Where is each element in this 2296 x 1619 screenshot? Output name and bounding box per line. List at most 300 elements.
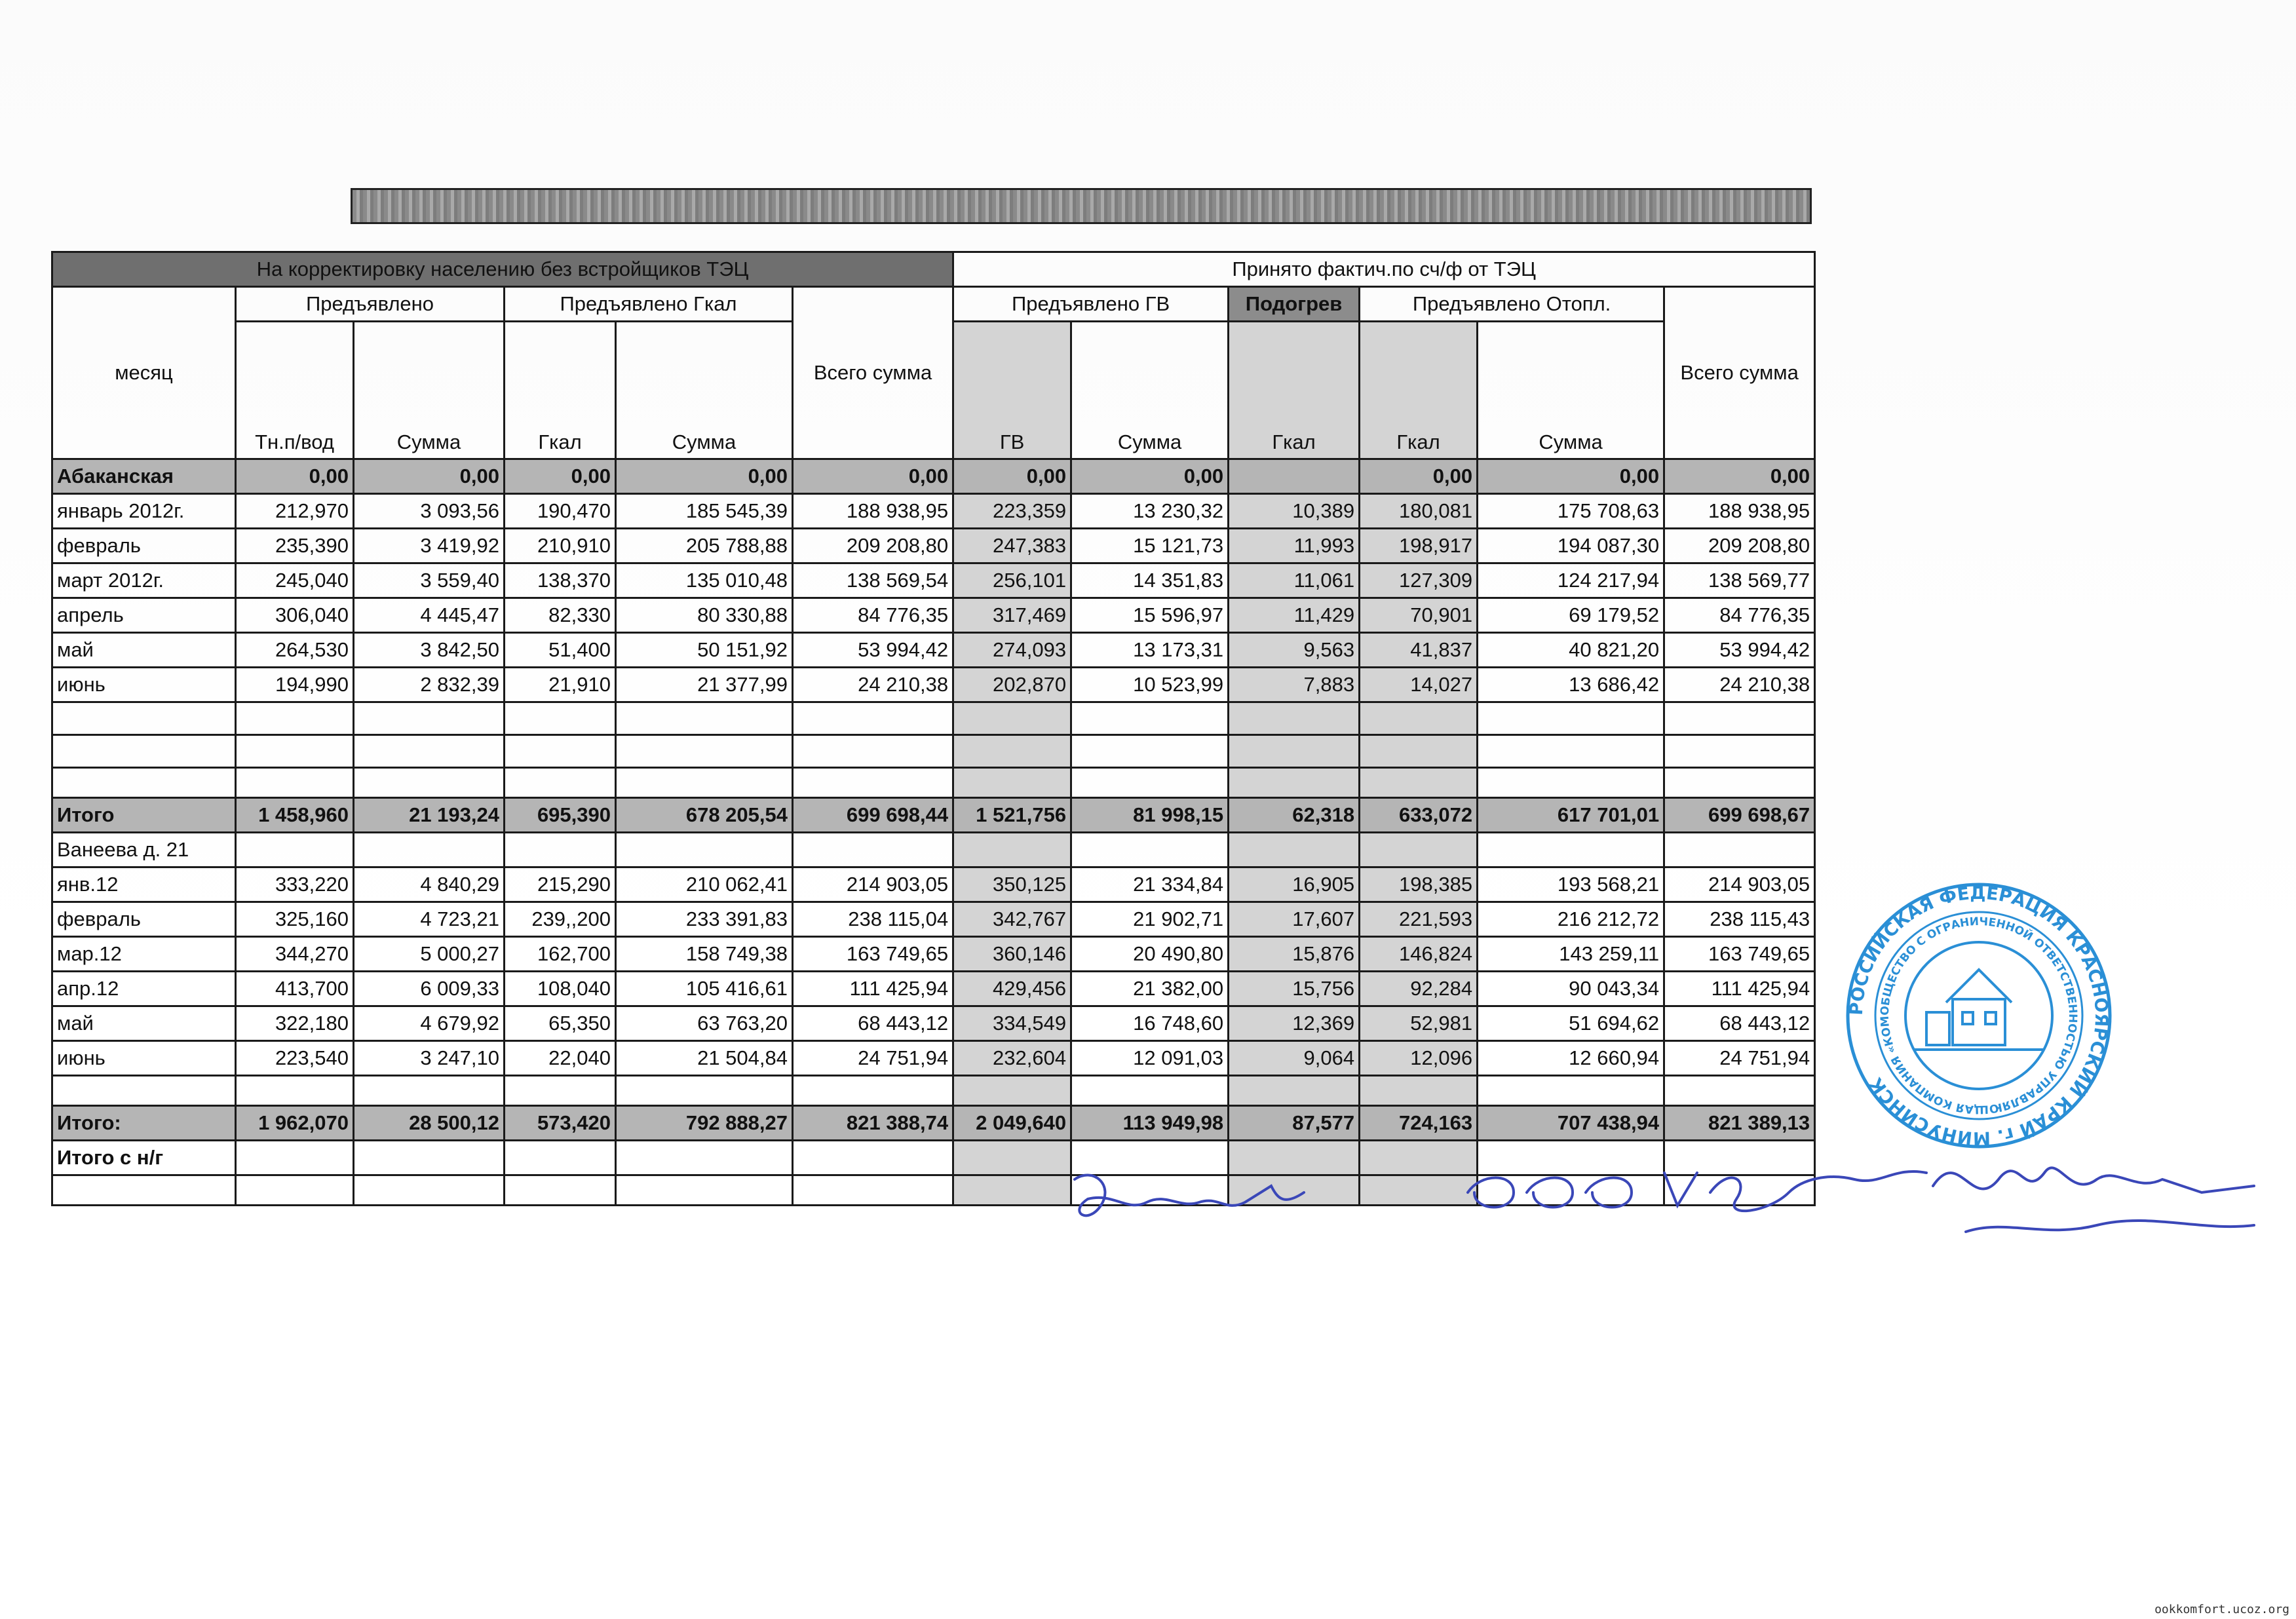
empty-cell	[1664, 735, 1815, 768]
empty-cell	[1664, 833, 1815, 867]
cell-sum3: 16 748,60	[1071, 1006, 1229, 1041]
empty-cell	[52, 702, 236, 735]
cell-month: май	[52, 633, 236, 668]
cell-total: 0,00	[793, 459, 953, 494]
cell-sum3: 21 902,71	[1071, 902, 1229, 937]
cell-tnpvod: 322,180	[236, 1006, 354, 1041]
signature-stroke-3	[1664, 1171, 1926, 1211]
cell-gcal2: 7,883	[1229, 668, 1360, 702]
stamp-inner-text: ОБЩЕСТВО С ОГРАНИЧЕННОЙ ОТВЕТСТВЕННОСТЬЮ УПРАВЛЯЮЩАЯ КОМПАНИЯ «КОМ	[1878, 915, 2080, 1116]
empty-cell	[236, 1076, 354, 1106]
empty-cell	[354, 1141, 505, 1175]
cell-gv: 342,767	[953, 902, 1071, 937]
cell-gcal1: 210,910	[505, 529, 616, 563]
empty-cell	[236, 1175, 354, 1206]
empty-cell	[52, 768, 236, 798]
cell-tnpvod: 325,160	[236, 902, 354, 937]
cell-sum1: 4 445,47	[354, 598, 505, 633]
stamp-outer-text: РОССИЙСКАЯ ФЕДЕРАЦИЯ КРАСНОЯРСКИЙ КРАЙ г. МИНУСИНСК	[1846, 883, 2112, 1149]
cell-sum1: 3 419,92	[354, 529, 505, 563]
empty-cell	[354, 768, 505, 798]
cell-sum1: 4 679,92	[354, 1006, 505, 1041]
empty-cell	[354, 833, 505, 867]
cell-month: апр.12	[52, 972, 236, 1006]
empty-cell	[1071, 702, 1229, 735]
cell-gcal2: 12,369	[1229, 1006, 1360, 1041]
cell-gcal3: 221,593	[1360, 902, 1478, 937]
cell-sum1: 4 723,21	[354, 902, 505, 937]
cell-gcal1: 21,910	[505, 668, 616, 702]
cell-sum2: 50 151,92	[616, 633, 793, 668]
cell-gcal2: 9,563	[1229, 633, 1360, 668]
cell-sum1: 3 559,40	[354, 563, 505, 598]
cell-sum4: 143 259,11	[1478, 937, 1664, 972]
empty-cell	[1664, 702, 1815, 735]
empty-cell	[354, 1076, 505, 1106]
header-row-1	[52, 287, 1815, 322]
cell-month: май	[52, 1006, 236, 1041]
empty-cell	[953, 1141, 1071, 1175]
empty-cell	[1071, 1076, 1229, 1106]
cell-sum2: 63 763,20	[616, 1006, 793, 1041]
sum-header-4: Сумма	[1478, 322, 1664, 459]
empty-cell	[793, 702, 953, 735]
empty-cell	[505, 768, 616, 798]
cell-sum3: 13 230,32	[1071, 494, 1229, 529]
cell-tnpvod: 0,00	[236, 459, 354, 494]
cell-gcal3: 127,309	[1360, 563, 1478, 598]
empty-cell	[1360, 833, 1478, 867]
cell-gcal2: 15,876	[1229, 937, 1360, 972]
empty-cell	[953, 768, 1071, 798]
cell-sum2: 185 545,39	[616, 494, 793, 529]
cell-total: 699 698,44	[793, 798, 953, 833]
empty-cell	[52, 1076, 236, 1106]
cell-sum3: 21 382,00	[1071, 972, 1229, 1006]
cell-gcal1: 22,040	[505, 1041, 616, 1076]
cell-sum2: 205 788,88	[616, 529, 793, 563]
cell-sum3: 81 998,15	[1071, 798, 1229, 833]
cell-sum3: 12 091,03	[1071, 1041, 1229, 1076]
cell-month: февраль	[52, 902, 236, 937]
cell-tnpvod: 264,530	[236, 633, 354, 668]
total-sum-right-header: Всего сумма	[1664, 287, 1815, 459]
cell-month: март 2012г.	[52, 563, 236, 598]
cell-total-right: 209 208,80	[1664, 529, 1815, 563]
cell-total: 24 751,94	[793, 1041, 953, 1076]
empty-cell	[793, 1141, 953, 1175]
cell-sum3: 15 121,73	[1071, 529, 1229, 563]
cell-gcal3: 146,824	[1360, 937, 1478, 972]
cell-sum2: 0,00	[616, 459, 793, 494]
cell-sum2: 80 330,88	[616, 598, 793, 633]
cell-gcal1: 239,,200	[505, 902, 616, 937]
cell-sum4: 193 568,21	[1478, 867, 1664, 902]
cell-sum4: 12 660,94	[1478, 1041, 1664, 1076]
empty-cell	[505, 735, 616, 768]
empty-cell	[793, 1175, 953, 1206]
cell-total: 111 425,94	[793, 972, 953, 1006]
header-band	[351, 188, 1812, 224]
cell-sum1: 3 247,10	[354, 1041, 505, 1076]
cell-sum4: 69 179,52	[1478, 598, 1664, 633]
cell-gcal2: 11,429	[1229, 598, 1360, 633]
cell-sum4: 124 217,94	[1478, 563, 1664, 598]
empty-cell	[793, 735, 953, 768]
abakan-row	[52, 459, 1815, 494]
cell-total: 53 994,42	[793, 633, 953, 668]
cell-gv: 429,456	[953, 972, 1071, 1006]
cell-total: 821 388,74	[793, 1106, 953, 1141]
table-row	[52, 937, 1815, 972]
cell-gcal1: 82,330	[505, 598, 616, 633]
cell-sum1: 0,00	[354, 459, 505, 494]
cell-total-right: 0,00	[1664, 459, 1815, 494]
signature-stroke-2	[1468, 1178, 1632, 1208]
cell-total-right: 138 569,77	[1664, 563, 1815, 598]
empty-cell	[354, 1175, 505, 1206]
gcal-header-3: Гкал	[1360, 322, 1478, 459]
address-label: Ванеева д. 21	[52, 833, 236, 867]
left-section-title: На корректировку населению без встройщиков ТЭЦ	[52, 252, 953, 287]
cell-month: июнь	[52, 668, 236, 702]
cell-sum3: 15 596,97	[1071, 598, 1229, 633]
empty-cell	[793, 1076, 953, 1106]
cell-sum2: 158 749,38	[616, 937, 793, 972]
table-row	[52, 867, 1815, 902]
signature-stroke-5	[1966, 1221, 2254, 1232]
table-row	[52, 633, 1815, 668]
cell-sum4: 90 043,34	[1478, 972, 1664, 1006]
cell-gcal2: 11,061	[1229, 563, 1360, 598]
cell-gv: 2 049,640	[953, 1106, 1071, 1141]
cell-gcal3: 14,027	[1360, 668, 1478, 702]
cell-gcal1: 51,400	[505, 633, 616, 668]
table-row	[52, 529, 1815, 563]
cell-sum1: 28 500,12	[354, 1106, 505, 1141]
month-header: месяц	[52, 287, 236, 459]
cell-month: апрель	[52, 598, 236, 633]
cell-sum1: 4 840,29	[354, 867, 505, 902]
separator-row	[52, 768, 1815, 798]
cell-month: Абаканская	[52, 459, 236, 494]
empty-cell	[1360, 768, 1478, 798]
cell-gv: 1 521,756	[953, 798, 1071, 833]
cell-gcal2: 17,607	[1229, 902, 1360, 937]
cell-gv: 256,101	[953, 563, 1071, 598]
heating-up-header: Подогрев	[1229, 287, 1360, 322]
cell-tnpvod: 194,990	[236, 668, 354, 702]
cell-total-right: 24 751,94	[1664, 1041, 1815, 1076]
cell-gcal3: 70,901	[1360, 598, 1478, 633]
presented-header: Предъявлено	[236, 287, 505, 322]
empty-cell	[236, 735, 354, 768]
empty-cell	[1360, 702, 1478, 735]
cell-total: 163 749,65	[793, 937, 953, 972]
empty-cell	[236, 702, 354, 735]
cell-tnpvod: 235,390	[236, 529, 354, 563]
empty-cell	[616, 833, 793, 867]
cell-gcal2: 10,389	[1229, 494, 1360, 529]
cell-gcal1: 0,00	[505, 459, 616, 494]
empty-cell	[793, 833, 953, 867]
cell-total: 214 903,05	[793, 867, 953, 902]
cell-gcal3: 724,163	[1360, 1106, 1478, 1141]
empty-row	[52, 702, 1815, 735]
total-sum-header: Всего сумма	[793, 287, 953, 459]
cell-sum2: 233 391,83	[616, 902, 793, 937]
empty-cell	[616, 1141, 793, 1175]
cell-tnpvod: 333,220	[236, 867, 354, 902]
cell-sum4: 707 438,94	[1478, 1106, 1664, 1141]
cell-sum2: 678 205,54	[616, 798, 793, 833]
cell-gcal2: 15,756	[1229, 972, 1360, 1006]
empty-cell	[236, 768, 354, 798]
total-ng-label: Итого с н/г	[52, 1141, 236, 1175]
cell-month: июнь	[52, 1041, 236, 1076]
cell-sum4: 216 212,72	[1478, 902, 1664, 937]
cell-month: февраль	[52, 529, 236, 563]
right-section-title: Принято фактич.по сч/ф от ТЭЦ	[953, 252, 1815, 287]
empty-cell	[52, 735, 236, 768]
empty-cell	[616, 735, 793, 768]
cell-total: 68 443,12	[793, 1006, 953, 1041]
house-icon	[1913, 970, 2044, 1050]
cell-total-right: 53 994,42	[1664, 633, 1815, 668]
empty-cell	[793, 768, 953, 798]
cell-sum1: 21 193,24	[354, 798, 505, 833]
section-title-row	[52, 252, 1815, 287]
table-row	[52, 1041, 1815, 1076]
watermark-url: ookkomfort.ucoz.org	[2154, 1603, 2289, 1616]
empty-cell	[1071, 768, 1229, 798]
cell-month: Итого:	[52, 1106, 236, 1141]
empty-cell	[616, 768, 793, 798]
cell-sum3: 0,00	[1071, 459, 1229, 494]
cell-gcal2: 9,064	[1229, 1041, 1360, 1076]
table-row	[52, 598, 1815, 633]
cell-gcal3: 41,837	[1360, 633, 1478, 668]
cell-gcal3: 0,00	[1360, 459, 1478, 494]
empty-cell	[616, 1076, 793, 1106]
empty-cell	[1664, 768, 1815, 798]
cell-total: 24 210,38	[793, 668, 953, 702]
cell-tnpvod: 245,040	[236, 563, 354, 598]
empty-cell	[616, 702, 793, 735]
cell-gcal1: 108,040	[505, 972, 616, 1006]
cell-sum4: 0,00	[1478, 459, 1664, 494]
cell-sum2: 21 377,99	[616, 668, 793, 702]
cell-total-right: 84 776,35	[1664, 598, 1815, 633]
cell-sum3: 113 949,98	[1071, 1106, 1229, 1141]
table-row	[52, 1006, 1815, 1041]
cell-sum2: 210 062,41	[616, 867, 793, 902]
empty-cell	[953, 735, 1071, 768]
cell-total: 84 776,35	[793, 598, 953, 633]
cell-total-right: 699 698,67	[1664, 798, 1815, 833]
empty-cell	[953, 1076, 1071, 1106]
empty-cell	[1229, 735, 1360, 768]
cell-gcal1: 138,370	[505, 563, 616, 598]
cell-gcal1: 162,700	[505, 937, 616, 972]
cell-sum4: 13 686,42	[1478, 668, 1664, 702]
cell-sum3: 14 351,83	[1071, 563, 1229, 598]
empty-cell	[953, 833, 1071, 867]
cell-sum4: 40 821,20	[1478, 633, 1664, 668]
cell-tnpvod: 1 458,960	[236, 798, 354, 833]
cell-sum4: 617 701,01	[1478, 798, 1664, 833]
sum-header-3: Сумма	[1071, 322, 1229, 459]
cell-sum1: 3 093,56	[354, 494, 505, 529]
cell-tnpvod: 344,270	[236, 937, 354, 972]
signature-stroke-4	[1933, 1168, 2254, 1192]
cell-month: мар.12	[52, 937, 236, 972]
cell-total: 138 569,54	[793, 563, 953, 598]
empty-cell	[505, 702, 616, 735]
cell-tnpvod: 212,970	[236, 494, 354, 529]
empty-cell	[1478, 735, 1664, 768]
empty-cell	[1229, 768, 1360, 798]
empty-cell	[1360, 735, 1478, 768]
cell-gv: 223,359	[953, 494, 1071, 529]
cell-gcal3: 12,096	[1360, 1041, 1478, 1076]
company-stamp	[1841, 878, 2116, 1153]
cell-month: янв.12	[52, 867, 236, 902]
cell-gcal2: 87,577	[1229, 1106, 1360, 1141]
gcal-header-1: Гкал	[505, 322, 616, 459]
presented-gv-header: Предъявлено ГВ	[953, 287, 1229, 322]
cell-sum2: 135 010,48	[616, 563, 793, 598]
cell-sum2: 21 504,84	[616, 1041, 793, 1076]
cell-gcal1: 65,350	[505, 1006, 616, 1041]
cell-sum4: 51 694,62	[1478, 1006, 1664, 1041]
cell-total-right: 68 443,12	[1664, 1006, 1815, 1041]
cell-gv: 247,383	[953, 529, 1071, 563]
signature-stroke-1	[1075, 1175, 1304, 1216]
cell-total: 209 208,80	[793, 529, 953, 563]
empty-cell	[616, 1175, 793, 1206]
empty-cell	[1071, 735, 1229, 768]
cell-sum4: 175 708,63	[1478, 494, 1664, 529]
cell-month: Итого	[52, 798, 236, 833]
cell-gcal2: 62,318	[1229, 798, 1360, 833]
empty-cell	[1229, 833, 1360, 867]
cell-gv: 232,604	[953, 1041, 1071, 1076]
table-row	[52, 668, 1815, 702]
cell-gv: 202,870	[953, 668, 1071, 702]
cell-total-right: 24 210,38	[1664, 668, 1815, 702]
empty-cell	[1478, 833, 1664, 867]
empty-cell	[236, 1141, 354, 1175]
cell-sum2: 105 416,61	[616, 972, 793, 1006]
cell-sum3: 20 490,80	[1071, 937, 1229, 972]
cell-gcal1: 190,470	[505, 494, 616, 529]
cell-sum3: 10 523,99	[1071, 668, 1229, 702]
presented-gcal-header: Предъявлено Гкал	[505, 287, 793, 322]
empty-cell	[505, 833, 616, 867]
presented-heat-header: Предъявлено Отопл.	[1360, 287, 1664, 322]
cell-gcal3: 633,072	[1360, 798, 1478, 833]
cell-sum2: 792 888,27	[616, 1106, 793, 1141]
cell-total-right: 214 903,05	[1664, 867, 1815, 902]
cell-tnpvod: 223,540	[236, 1041, 354, 1076]
cell-gv: 360,146	[953, 937, 1071, 972]
cell-gv: 350,125	[953, 867, 1071, 902]
empty-cell	[505, 1076, 616, 1106]
signature	[1062, 1153, 2267, 1265]
cell-tnpvod: 413,700	[236, 972, 354, 1006]
empty-cell	[505, 1175, 616, 1206]
cell-total-right: 111 425,94	[1664, 972, 1815, 1006]
table-row	[52, 494, 1815, 529]
report-table	[51, 251, 1816, 1206]
cell-tnpvod: 306,040	[236, 598, 354, 633]
empty-cell	[1229, 1076, 1360, 1106]
cell-total: 238 115,04	[793, 902, 953, 937]
cell-sum1: 5 000,27	[354, 937, 505, 972]
empty-cell	[52, 1175, 236, 1206]
cell-gcal3: 198,917	[1360, 529, 1478, 563]
cell-total-right: 821 389,13	[1664, 1106, 1815, 1141]
cell-sum3: 13 173,31	[1071, 633, 1229, 668]
cell-gv: 0,00	[953, 459, 1071, 494]
empty-cell	[1478, 1076, 1664, 1106]
total-row	[52, 798, 1815, 833]
empty-cell	[1664, 1076, 1815, 1106]
empty-cell	[1229, 702, 1360, 735]
cell-gcal1: 215,290	[505, 867, 616, 902]
cell-gcal2: 16,905	[1229, 867, 1360, 902]
cell-sum3: 21 334,84	[1071, 867, 1229, 902]
cell-gcal3: 180,081	[1360, 494, 1478, 529]
separator-row	[52, 1076, 1815, 1106]
cell-gcal1: 573,420	[505, 1106, 616, 1141]
empty-cell	[1360, 1076, 1478, 1106]
cell-tnpvod: 1 962,070	[236, 1106, 354, 1141]
empty-cell	[505, 1141, 616, 1175]
empty-cell	[1071, 833, 1229, 867]
table-row	[52, 972, 1815, 1006]
cell-sum1: 3 842,50	[354, 633, 505, 668]
cell-sum1: 2 832,39	[354, 668, 505, 702]
cell-gcal3: 92,284	[1360, 972, 1478, 1006]
empty-row	[52, 735, 1815, 768]
cell-gcal2: 11,993	[1229, 529, 1360, 563]
empty-cell	[1478, 768, 1664, 798]
sum-header-2: Сумма	[616, 322, 793, 459]
cell-sum4: 194 087,30	[1478, 529, 1664, 563]
gcal-header-2: Гкал	[1229, 322, 1360, 459]
cell-gcal3: 52,981	[1360, 1006, 1478, 1041]
empty-cell	[1478, 702, 1664, 735]
empty-cell	[953, 702, 1071, 735]
gv-header: ГВ	[953, 322, 1071, 459]
sum-header-1: Сумма	[354, 322, 505, 459]
cell-month: январь 2012г.	[52, 494, 236, 529]
cell-total: 188 938,95	[793, 494, 953, 529]
cell-gv: 274,093	[953, 633, 1071, 668]
cell-total-right: 163 749,65	[1664, 937, 1815, 972]
cell-total-right: 238 115,43	[1664, 902, 1815, 937]
cell-gcal3: 198,385	[1360, 867, 1478, 902]
table-row	[52, 902, 1815, 937]
vaneeva-label-row	[52, 833, 1815, 867]
cell-gv: 334,549	[953, 1006, 1071, 1041]
cell-gv: 317,469	[953, 598, 1071, 633]
cell-gcal1: 695,390	[505, 798, 616, 833]
grand-total-row	[52, 1106, 1815, 1141]
tnpvod-header: Тн.п/вод	[236, 322, 354, 459]
